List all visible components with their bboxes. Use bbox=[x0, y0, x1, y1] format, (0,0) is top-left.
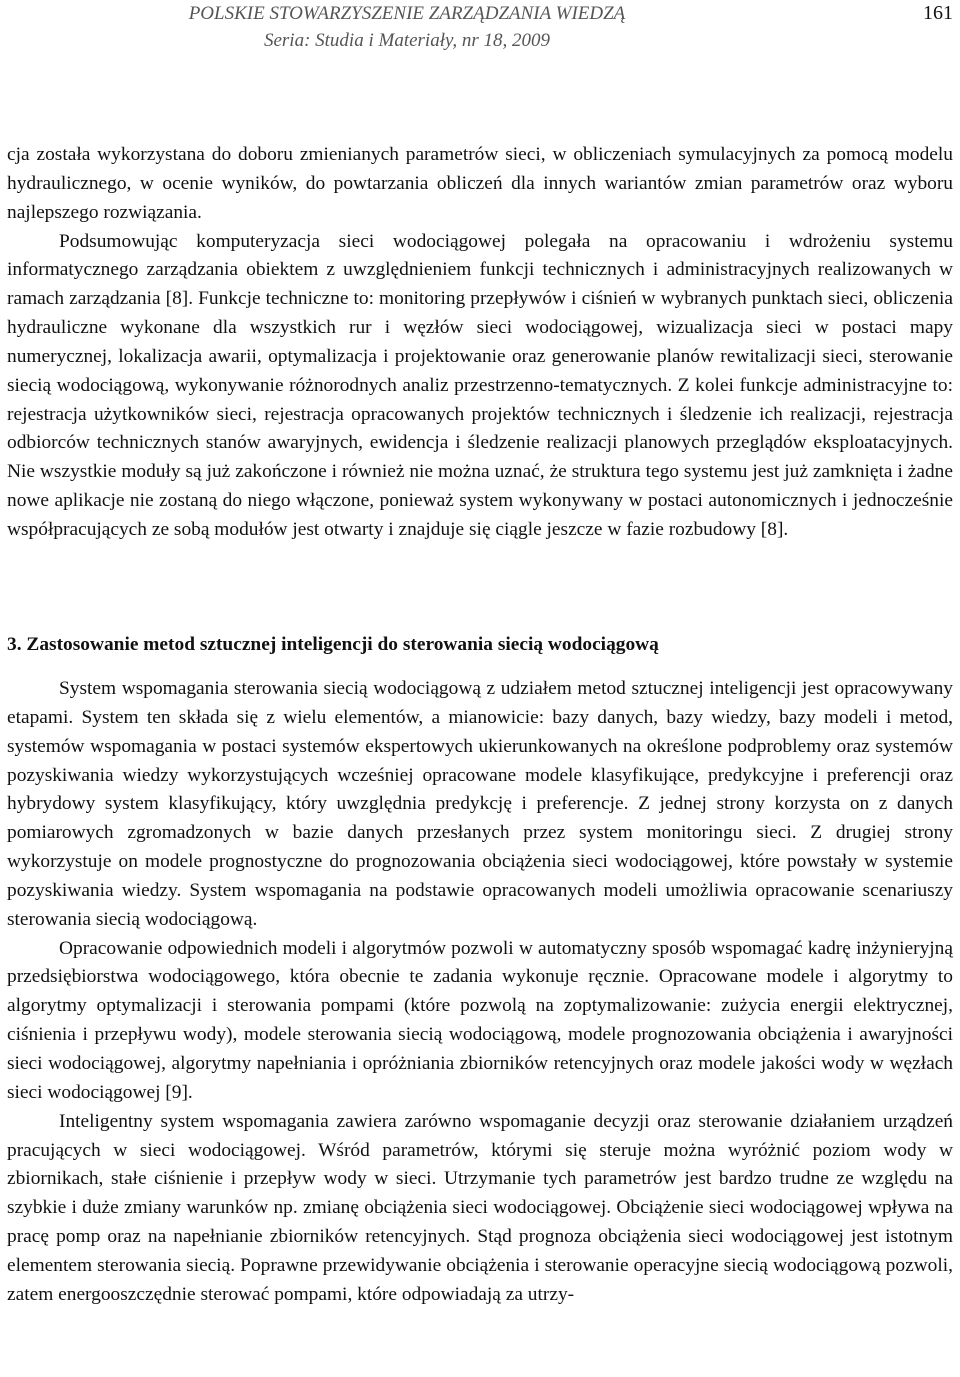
paragraph: cja została wykorzystana do doboru zmienianych parametrów sieci, w obliczeniach symulacyjnych za pomocą modelu hydraulicznego, w ocenie wyników, do powtarzania obliczeń dla innych wariantów zmian parametrów oraz wyboru najlepszego rozwiązania. bbox=[7, 144, 953, 223]
series-name: POLSKIE STOWARZYSZENIE ZARZĄDZANIA WIEDZĄ bbox=[188, 3, 626, 24]
section-heading: 3. Zastosowanie metod sztucznej inteligencji do sterowania siecią wodociągową bbox=[7, 634, 659, 655]
running-header bbox=[7, 0, 953, 60]
document-page bbox=[7, 0, 953, 1305]
paragraph: Podsumowując komputeryzacja sieci wodociągowej polegała na opracowaniu i wdrożeniu systemu informatycznego zarządzania obiektem z uwzględnieniem funkcji technicznych i administracyjnych realizowanych w ramach zarządzania [8]. Funkcje techniczne to: monitoring przepływów i ciśnień w wybranych punktach sieci, obliczenia hydrauliczne wykonane dla wszystkich rur i węzłów sieci wodociągowej, wizualizacja sieci w postaci mapy numerycznej, lokalizacja awarii, optymalizacja i projektowanie oraz generowanie planów rewitalizacji sieci, sterowanie siecią wodociągową, wykonywanie różnorodnych analiz przestrzenno-tematycznych. Z kolei funkcje administracyjne to: rejestracja użytkowników sieci, rejestracja opracowanych projektów technicznych i śledzenie ich realizacji, rejestracja odbiorców technicznych stanów awaryjnych, ewidencja i śledzenie realizacji planowych przeglądów eksploatacyjnych. Nie wszystkie moduły są już zakończone i również nie można uznać, że struktura tego systemu jest już zamknięta i żadne nowe aplikacje nie zostaną do niego włączone, ponieważ system wykonywany w postaci autonomicznych i jednocześnie współpracujących ze sobą modułów jest otwarty i znajduje się ciągle jeszcze w fazie rozbudowy [8]. bbox=[7, 230, 953, 540]
section-body bbox=[7, 675, 953, 1310]
paragraph: Opracowanie odpowiednich modeli i algorytmów pozwoli w automatyczny sposób wspomagać kadrę inżynieryjną przedsiębiorstwa wodociągowego, która obecnie te zadania wykonuje ręcznie. Opracowane modele i algorytmy to algorytmy optymalizacji i sterowania pompami (które pozwolą na zoptymalizowanie: zużycia energii elektrycznej, ciśnienia i przepływu wody), modele sterowania siecią wodociągową, modele prognozowania obciążenia i awaryjności sieci wodociągowej, algorytmy napełniania i opróżniania zbiorników retencyjnych oraz modele jakości wody w węzłach sieci wodociągowej [9]. bbox=[7, 937, 953, 1103]
paragraph: Inteligentny system wspomagania zawiera zarówno wspomaganie decyzji oraz sterowanie działaniem urządzeń pracujących w sieci wodociągowej. Wśród parametrów, którymi się steruje można wyróżnić poziom wody w zbiornikach, stałe ciśnienie i przepływ wody w sieci. Utrzymanie tych parametrów jest bardzo trudne ze względu na szybkie i duże zmiany warunków np. zmianę obciążenia sieci wodociągowej. Obciążenie sieci wodociągowej wpływa na pracę pomp oraz na napełnianie zbiorników retencyjnych. Stąd prognoza obciążenia sieci wodociągowej jest istotnym elementem sterowania siecią. Poprawne przewidywanie obciążenia i sterowanie operacyjne siecią wodociągową pozwoli, zatem energooszczędnie sterować pompami, które odpowiadają za utrzy- bbox=[7, 1110, 953, 1305]
paragraph: System wspomagania sterowania siecią wodociągową z udziałem metod sztucznej inteligencji jest opracowywany etapami. System ten składa się z wielu elementów, a mianowicie: bazy danych, bazy wiedzy, bazy modeli i metod, systemów wspomagania w postaci systemów ekspertowych ukierunkowanych na określone podproblemy oraz systemów pozyskiwania wiedzy wykorzystujących wcześniej opracowane modele klasyfikujące, predykcyjne i preferencji oraz hybrydowy system klasyfikujący, który uwzględnia predykcję i preferencje. Z jednej strony korzysta on z danych pomiarowych zgromadzonych w bazie danych przesłanych przez system monitoringu sieci. Z drugiej strony wykorzystuje on modele prognostyczne do prognozowania obciążenia sieci wodociągowej, które powstały w systemie pozyskiwania wiedzy. System wspomagania na podstawie opracowanych modeli umożliwia opracowanie scenariuszy sterowania siecią wodociągową. bbox=[7, 678, 953, 930]
series-info: Seria: Studia i Materiały, nr 18, 2009 bbox=[263, 30, 551, 51]
continued-text bbox=[7, 141, 953, 545]
page-number: 161 bbox=[923, 2, 953, 24]
